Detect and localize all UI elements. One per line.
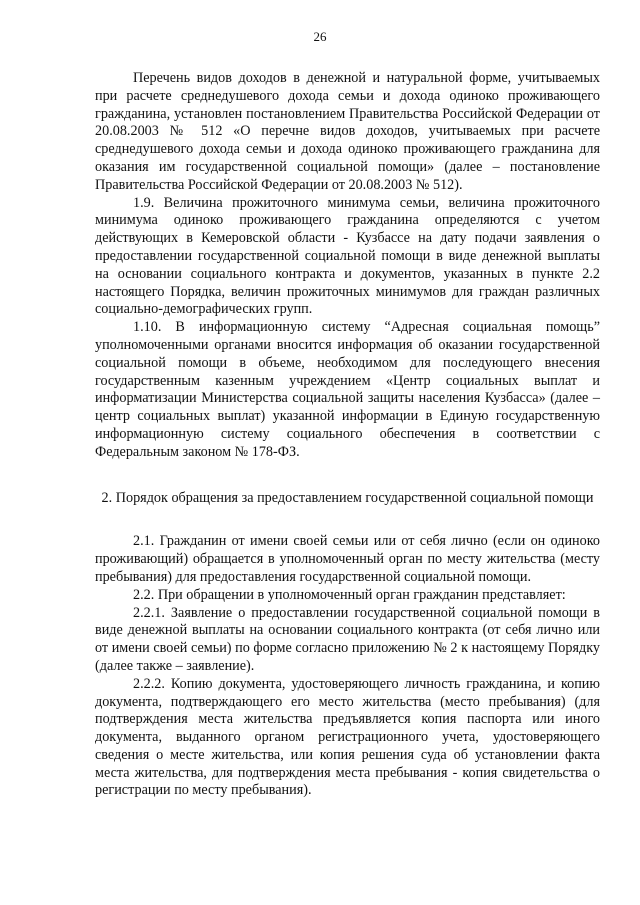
section-heading-2: 2. Порядок обращения за предоставлением государственной социальной помощи xyxy=(101,489,594,506)
page-number: 26 xyxy=(313,29,327,44)
paragraph-2-1: 2.1. Гражданин от имени своей семьи или от себя лично (если он одиноко проживающий) обращается в уполномоченный орган по месту жительства (месту пребывания) для предоставления государственной социальной помощи. xyxy=(95,533,600,585)
paragraph-2-2-2: 2.2.2. Копию документа, удостоверяющего личность гражданина, и копию документа, подтверждающего его место жительства (место пребывания) (для подтверждения места жительства предъявляется копия паспорта или иного документа, выданного органом регистрационного учета, удостоверяющего сведения о месте жительства, или копия решения суда об установлении факта места жительства, для подтверждения места пребывания - копия свидетельства о регистрации по месту пребывания). xyxy=(95,675,600,799)
paragraph-income-list: Перечень видов доходов в денежной и натуральной форме, учитываемых при расчете среднедушевого дохода семьи и дохода одиноко проживающего гражданина, установлен постановлением Правительства Российской Федерации от 20.08.2003 № 512 «О перечне видов доходов, учитываемых при расчете среднедушевого дохода семьи и дохода одиноко проживающего гражданина для оказания им государственной социальной помощи» (далее – постановление Правительства Российской Федерации от 20.08.2003 № 512). xyxy=(95,70,600,193)
document-body xyxy=(95,70,600,800)
paragraph-1-10: 1.10. В информационную систему “Адресная социальная помощь” уполномоченными органами вносится информация об оказании государственной социальной помощи в объеме, необходимом для последующего внесения государственным казенным учреждением «Центр социальных выплат и информатизации Министерства социальной защиты населения Кузбасса» (далее – центр социальных выплат) указанной информации в Единую государственную информационную систему социального обеспечения в соответствии с Федеральным законом № 178-ФЗ. xyxy=(95,319,600,460)
paragraph-2-2-1: 2.2.1. Заявление о предоставлении государственной социальной помощи в виде денежной выплаты на основании социального контракта (от себя лично или от имени своей семьи) по форме согласно приложению № 2 к настоящему Порядку (далее также – заявление). xyxy=(95,604,600,674)
paragraph-2-2: 2.2. При обращении в уполномоченный орган гражданин представляет: xyxy=(133,586,566,603)
paragraph-1-9: 1.9. Величина прожиточного минимума семьи, величина прожиточного минимума одиноко проживающего гражданина определяются с учетом действующих в Кемеровской области - Кузбассе на дату подачи заявления о предоставлении государственной социальной помощи в виде денежной выплаты на основании социального контракта и документов, указанных в пункте 2.2 настоящего Порядка, величин прожиточных минимумов для граждан различных социально-демографических групп. xyxy=(95,194,600,318)
